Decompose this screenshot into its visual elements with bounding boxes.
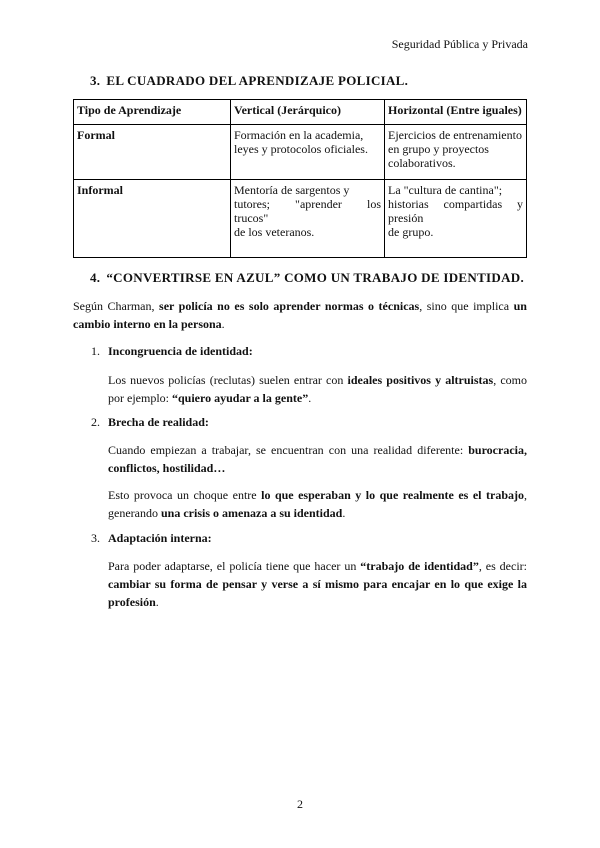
table-header-cell: Tipo de Aprendizaje	[74, 100, 231, 125]
list-item-paragraph	[108, 557, 527, 611]
text-run: , generando	[108, 488, 528, 520]
bold-run: “quiero ayudar a la gente”	[171, 391, 309, 405]
section-3-heading	[90, 73, 408, 89]
bold-run: “trabajo de identidad”	[360, 559, 479, 573]
cell-line: tutores; "aprender los	[234, 197, 381, 211]
list-number: 3.	[91, 531, 100, 545]
text-run: Esto provoca un choque entre	[108, 488, 262, 502]
page-number: 2	[297, 797, 303, 811]
section-3-number: 3.	[90, 73, 101, 88]
text-run: Para poder adaptarse, el policía tiene que hacer un	[108, 559, 361, 573]
row-type-cell: Informal	[74, 180, 231, 258]
list-item-title	[91, 415, 209, 430]
list-title-text: Brecha de realidad:	[108, 415, 209, 429]
cell-line: presión	[388, 211, 424, 225]
list-item-paragraph	[108, 486, 527, 522]
cell-line: trucos"	[234, 211, 269, 225]
list-item-paragraph	[108, 441, 527, 477]
list-item-title	[91, 344, 253, 359]
list-title-text: Incongruencia de identidad:	[108, 344, 253, 358]
list-number: 1.	[91, 344, 100, 358]
list-number: 2.	[91, 415, 100, 429]
bold-run: un cambio interno en la persona	[73, 299, 527, 331]
section-4-title: “CONVERTIRSE EN AZUL” COMO UN TRABAJO DE IDENTIDAD.	[106, 270, 525, 285]
running-header: Seguridad Pública y Privada	[391, 37, 528, 51]
cell-line: de los veteranos.	[234, 225, 315, 239]
text-run: , sino que implica	[419, 299, 514, 313]
bold-run: burocracia, conflictos, hostilidad…	[108, 443, 527, 475]
cell-line: Mentoría de sargentos y	[234, 183, 350, 197]
cell-line: en grupo y proyectos	[388, 142, 489, 156]
cell-line: de grupo.	[388, 225, 434, 239]
table-row	[74, 180, 527, 258]
cell-line: colaborativos.	[388, 156, 456, 170]
bold-run: una crisis o amenaza a su identidad	[160, 506, 343, 520]
list-item-title	[91, 531, 212, 546]
text-run: , es decir:	[478, 559, 528, 573]
intro-paragraph	[73, 297, 527, 333]
row-type-cell: Formal	[74, 125, 231, 180]
cell-line: historias compartidas y	[388, 197, 523, 211]
section-3-title: EL CUADRADO DEL APRENDIZAJE POLICIAL.	[106, 73, 409, 88]
table-header-row	[74, 100, 527, 125]
text-run: Según Charman,	[73, 299, 160, 313]
horizontal-cell	[385, 125, 527, 180]
table-row	[74, 125, 527, 180]
table-header-cell: Horizontal (Entre iguales)	[385, 100, 527, 125]
text-run: , como por ejemplo:	[108, 373, 528, 405]
table-header-cell: Vertical (Jerárquico)	[231, 100, 385, 125]
text-run: Cuando empiezan a trabajar, se encuentran con una realidad diferente:	[108, 443, 469, 457]
horizontal-cell	[385, 180, 527, 258]
text-run: .	[221, 317, 225, 331]
section-4-number: 4.	[90, 270, 101, 285]
text-run: .	[308, 391, 312, 405]
bold-run: cambiar su forma de pensar y verse a sí mismo para encajar en lo que exige la profesión	[108, 577, 527, 609]
text-run: .	[342, 506, 346, 520]
learning-square-table	[73, 99, 527, 258]
text-run: Los nuevos policías (reclutas) suelen entrar con	[108, 373, 348, 387]
cell-line: Ejercicios de entrenamiento	[388, 128, 522, 142]
text-run: .	[155, 595, 159, 609]
cell-line: leyes y protocolos oficiales.	[234, 142, 368, 156]
vertical-cell	[231, 180, 385, 258]
cell-line: La "cultura de cantina";	[388, 183, 503, 197]
bold-run: ser policía no es solo aprender normas o técnicas	[159, 299, 420, 313]
vertical-cell	[231, 125, 385, 180]
list-item-paragraph	[108, 371, 527, 407]
list-title-text: Adaptación interna:	[108, 531, 212, 545]
bold-run: ideales positivos y altruistas	[347, 373, 494, 387]
section-4-heading	[90, 270, 524, 286]
cell-line: Formación en la academia,	[234, 128, 364, 142]
bold-run: lo que esperaban y lo que realmente es el trabajo	[261, 488, 525, 502]
